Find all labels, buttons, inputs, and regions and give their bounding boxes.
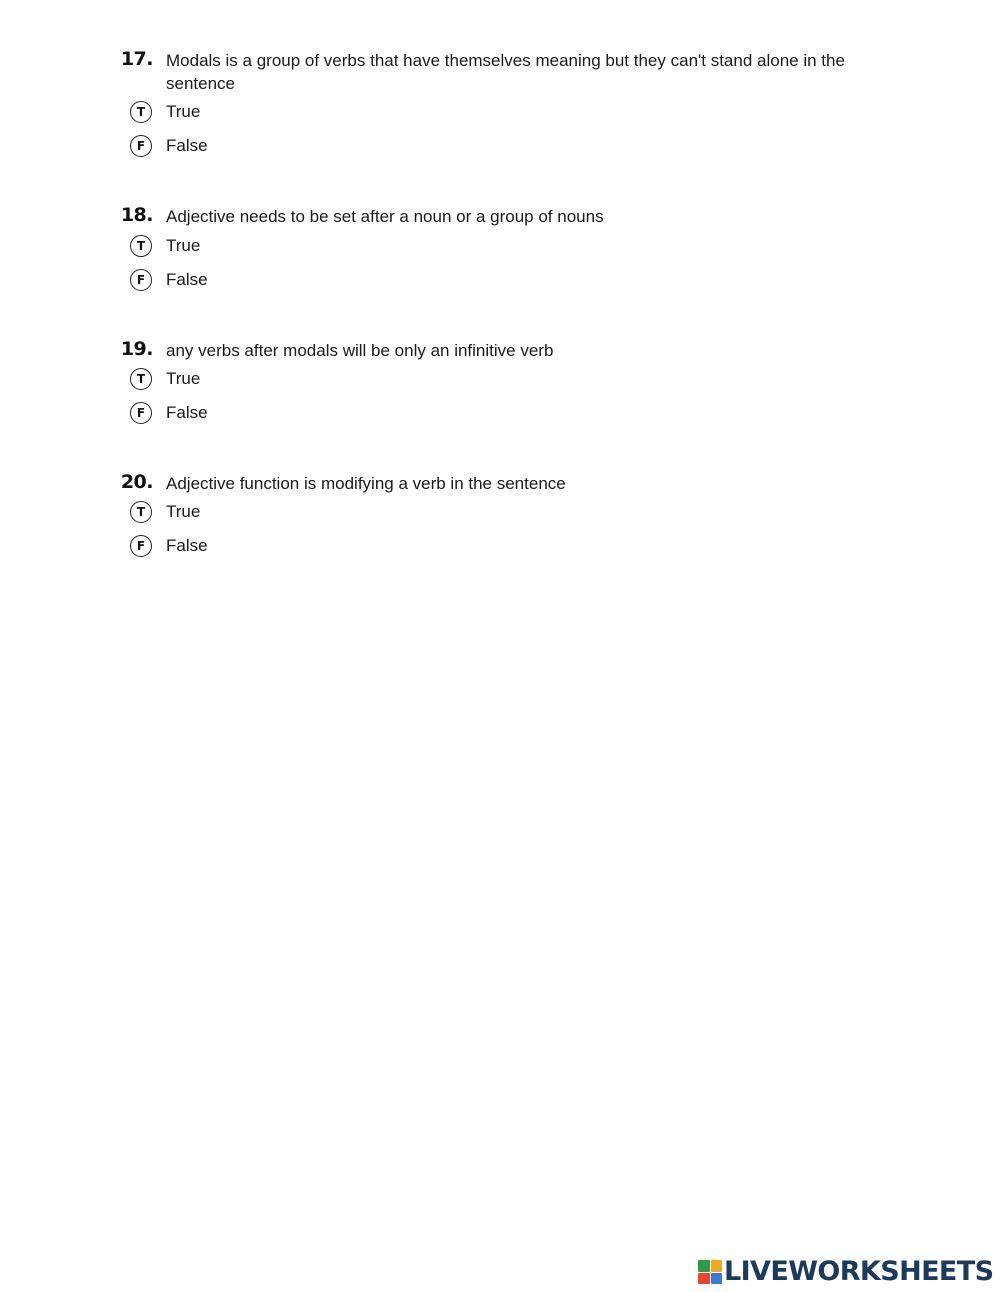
question-text: any verbs after modals will be only an infinitive verb [166, 341, 554, 360]
option-false[interactable] [130, 267, 208, 293]
option-label: True [166, 236, 201, 255]
option-t-circle-icon[interactable]: T [130, 368, 152, 390]
option-true[interactable] [130, 233, 200, 259]
option-true[interactable] [130, 99, 200, 125]
question-text: Adjective needs to be set after a noun or a group of nouns [166, 207, 604, 226]
question-text: Modals is a group of verbs that have themselves meaning but they can't stand alone in the sentence [166, 51, 845, 93]
option-f-circle-icon[interactable]: F [130, 402, 152, 424]
option-true[interactable] [130, 366, 200, 392]
question-number: 17. [120, 48, 153, 70]
option-t-circle-icon[interactable]: T [130, 501, 152, 523]
logo-blocks-icon [698, 1260, 722, 1284]
option-label: True [166, 102, 201, 121]
option-false[interactable] [130, 400, 208, 426]
logo-block [698, 1273, 710, 1285]
option-true[interactable] [130, 499, 200, 525]
question-number: 18. [120, 204, 153, 226]
option-label: True [166, 502, 201, 521]
liveworksheets-logo [698, 1257, 993, 1287]
option-false[interactable] [130, 533, 208, 559]
logo-block [698, 1260, 710, 1272]
option-label: False [166, 270, 208, 289]
option-false[interactable] [130, 133, 208, 159]
option-f-circle-icon[interactable]: F [130, 269, 152, 291]
option-t-circle-icon[interactable]: T [130, 101, 152, 123]
option-label: False [166, 403, 208, 422]
option-label: False [166, 136, 208, 155]
question-number: 19. [120, 338, 153, 360]
question-text: Adjective function is modifying a verb in the sentence [166, 474, 566, 493]
option-label: False [166, 536, 208, 555]
logo-block [711, 1260, 723, 1272]
option-f-circle-icon[interactable]: F [130, 535, 152, 557]
option-t-circle-icon[interactable]: T [130, 235, 152, 257]
option-label: True [166, 369, 201, 388]
option-f-circle-icon[interactable]: F [130, 135, 152, 157]
logo-text: LIVEWORKSHEETS [724, 1256, 994, 1287]
logo-block [711, 1273, 723, 1285]
question-number: 20. [120, 471, 153, 493]
